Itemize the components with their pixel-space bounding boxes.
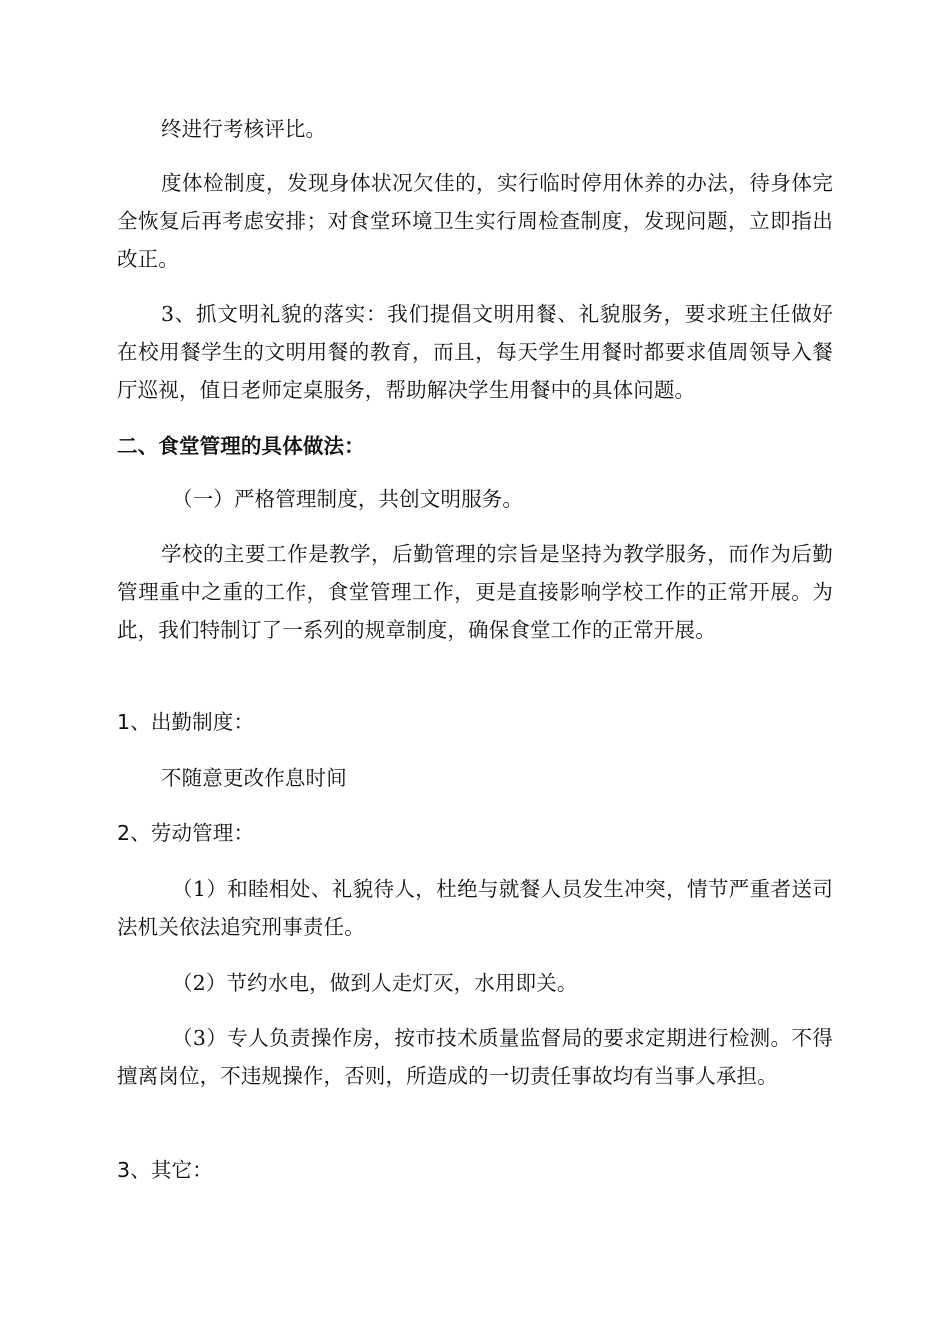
paragraph-civility: 3、抓文明礼貌的落实：我们提倡文明用餐、礼貌服务，要求班主任做好在校用餐学生的文明用餐的教育，而且，每天学生用餐时都要求值周领导入餐厅巡视，值日老师定桌服务，帮助解决学生用餐中的具体问题。 <box>117 302 833 402</box>
list-item-other: 3、其它： <box>117 1158 213 1182</box>
list-item-attendance: 1、出勤制度： <box>117 710 255 734</box>
paragraph-school-work: 学校的主要工作是教学，后勤管理的宗旨是坚持为教学服务，而作为后勤管理重中之重的工作，食堂管理工作，更是直接影响学校工作的正常开展。为此，我们特制订了一系列的规章制度，确保食堂工作的正常开展。 <box>117 542 833 642</box>
paragraph-health-check: 度体检制度，发现身体状况欠佳的，实行临时停用休养的办法，待身体完全恢复后再考虑安排；对食堂环境卫生实行周检查制度，发现问题，立即指出改正。 <box>117 171 833 271</box>
list-item-labor-management: 2、劳动管理： <box>117 821 255 845</box>
paragraph-rule-1: （1）和睦相处、礼貌待人，杜绝与就餐人员发生冲突，情节严重者送司法机关依法追究刑事责任。 <box>117 877 833 939</box>
section-heading-canteen-practice: 二、食堂管理的具体做法： <box>117 434 365 458</box>
paragraph-rule-3: （3）专人负责操作房，按市技术质量监督局的要求定期进行检测。不得擅离岗位，不违规操作，否则，所造成的一切责任事故均有当事人承担。 <box>117 1026 833 1088</box>
paragraph-work-hours: 不随意更改作息时间 <box>161 766 347 790</box>
paragraph-rule-2: （2）节约水电，做到人走灯灭，水用即关。 <box>172 971 578 995</box>
paragraph-assessment-line: 终进行考核评比。 <box>161 117 327 141</box>
subheading-strict-management: （一）严格管理制度，共创文明服务。 <box>172 487 524 511</box>
